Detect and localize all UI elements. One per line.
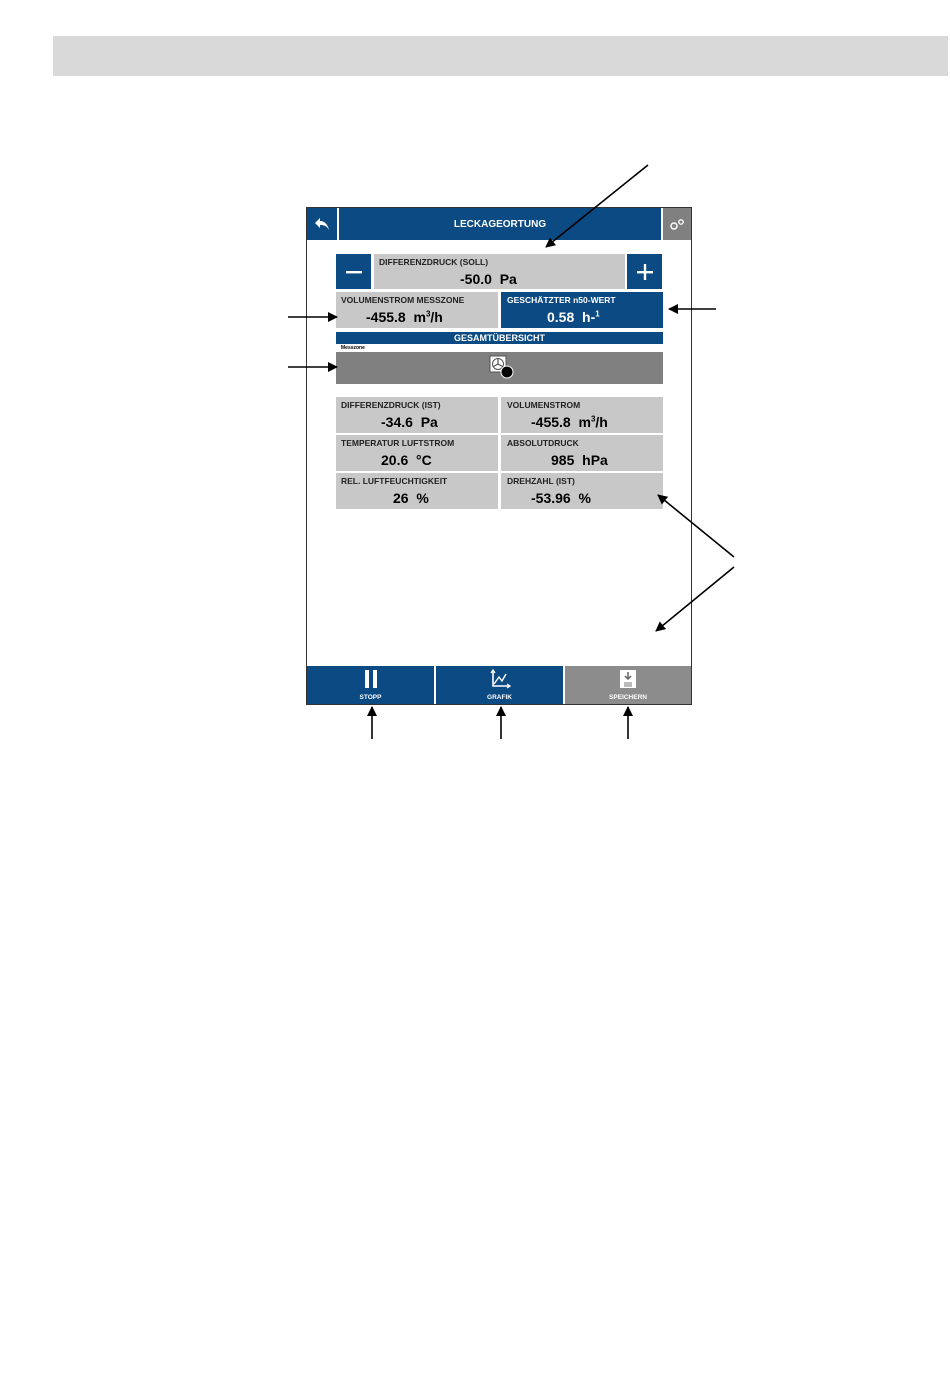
reading-value: 985 hPa	[551, 452, 608, 468]
reading-value: -455.8 $m^3/h$	[531, 414, 608, 430]
callout-arrow	[656, 567, 734, 631]
callout-arrow	[658, 495, 734, 557]
n50-value: 0.58 h-$^1$	[547, 309, 600, 325]
n50-caption: GESCHÄTZTER n50-WERT	[507, 295, 616, 305]
zone-flow-caption: VOLUMENSTROM MESSZONE	[341, 295, 465, 305]
reading-caption: ABSOLUTDRUCK	[507, 438, 579, 448]
reading-caption: DIFFERENZDRUCK (IST)	[341, 400, 441, 410]
stop-label: STOPP	[359, 694, 382, 701]
reading-caption: DREHZAHL (IST)	[507, 476, 575, 486]
reading-value: -34.6 Pa	[381, 414, 438, 430]
reading-caption: VOLUMENSTROM	[507, 400, 581, 410]
setpoint-caption: DIFFERENZDRUCK (SOLL)	[379, 257, 489, 267]
overview-title: GESAMTÜBERSICHT	[336, 332, 663, 344]
reading-caption: TEMPERATUR LUFTSTROM	[341, 438, 455, 448]
reading-value: 26 %	[393, 490, 429, 506]
reading-value: -53.96 %	[531, 490, 591, 506]
callout-arrow	[546, 165, 648, 247]
setpoint-value: -50.0 Pa	[460, 271, 517, 287]
zone-label: Messzone	[341, 345, 365, 351]
page-title: LECKAGEORTUNG	[339, 208, 661, 240]
chart-label: GRAFIK	[487, 694, 512, 701]
save-label: SPEICHERN	[609, 694, 647, 701]
reading-caption: REL. LUFTFEUCHTIGKEIT	[341, 476, 448, 486]
zone-flow-value: -455.8 $m^3/h$	[366, 309, 443, 325]
reading-value: 20.6 °C	[381, 452, 432, 468]
